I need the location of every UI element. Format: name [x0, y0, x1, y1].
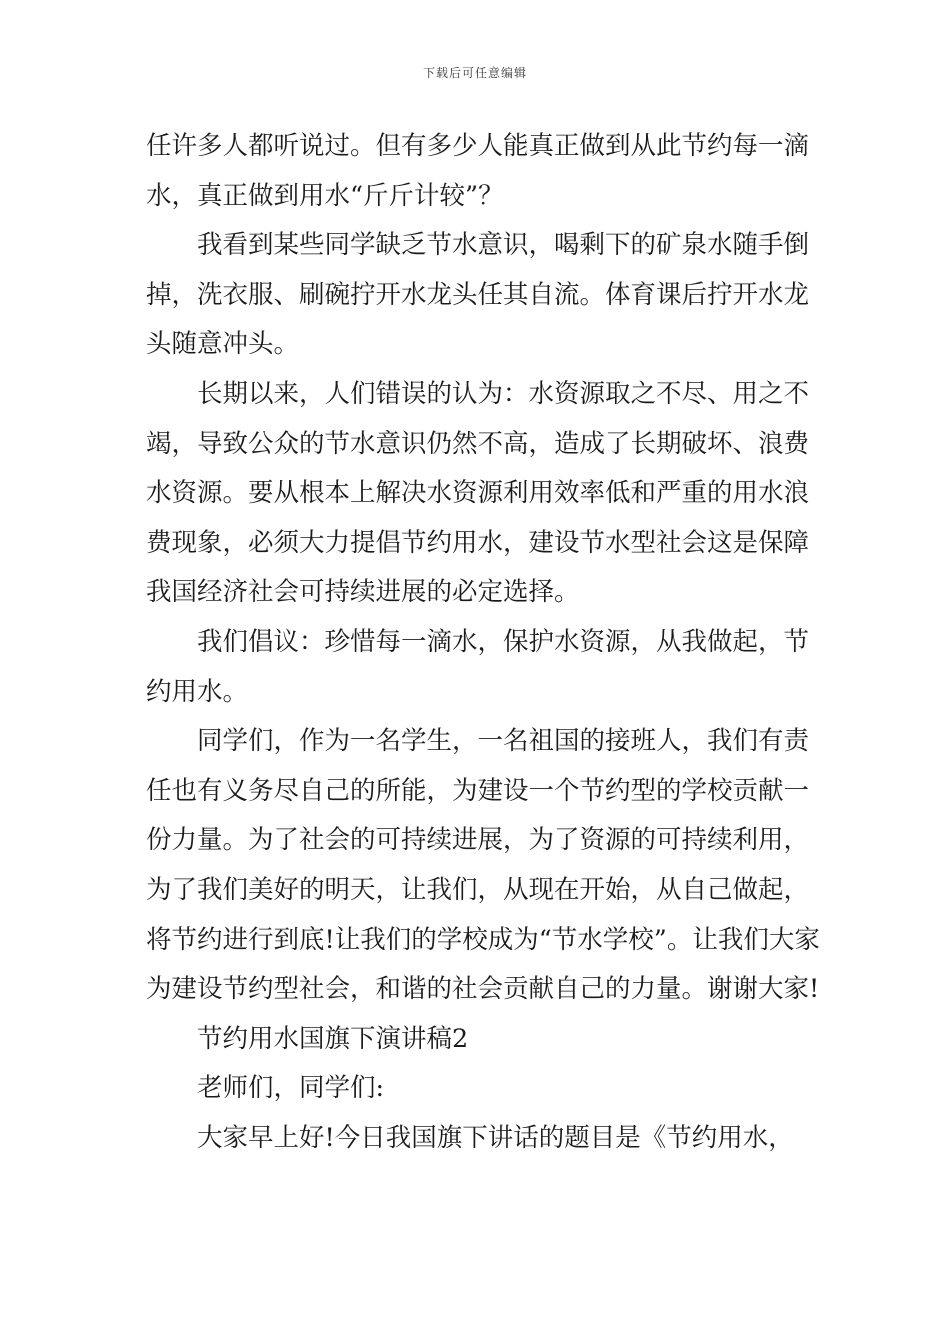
- paragraph-1: 任许多人都听说过。但有多少人能真正做到从此节约每一滴水，真正做到用水“斤斤计较”？: [146, 131, 810, 211]
- paragraph-4: 我们倡议：珍惜每一滴水，保护水资源，从我做起，节约用水。: [146, 626, 810, 707]
- page-header: 下载后可任意编辑: [422, 66, 527, 80]
- document-body: [146, 122, 826, 1163]
- section-title: 节约用水国旗下演讲稿2: [197, 1023, 469, 1054]
- paragraph-3: 长期以来，人们错误的认为：水资源取之不尽、用之不竭，导致公众的节水意识仍然不高，造成了长期破坏、浪费水资源。要从根本上解决水资源利用效率低和严重的用水浪费现象，必须大力提倡节约用水，建设节水型社会这是保障我国经济社会可持续进展的必定选择。: [146, 378, 810, 608]
- paragraph-opening: 大家早上好!今日我国旗下讲话的题目是《节约用水，: [197, 1122, 794, 1153]
- paragraph-5: 同学们，作为一名学生，一名祖国的接班人，我们有责任也有义务尽自己的所能，为建设一个节约型的学校贡献一份力量。为了社会的可持续进展，为了资源的可持续利用，为了我们美好的明天，让我们，从现在开始，从自己做起，将节约进行到底!让我们的学校成为“节水学校”。让我们大家为建设节约型社会，和谐的社会贡献自己的力量。谢谢大家!: [146, 726, 820, 1005]
- salutation: 老师们，同学们:: [197, 1073, 385, 1104]
- paragraph-2: 我看到某些同学缺乏节水意识，喝剩下的矿泉水随手倒掉，洗衣服、刷碗拧开水龙头任其自流。体育课后拧开水龙头随意冲头。: [146, 230, 810, 360]
